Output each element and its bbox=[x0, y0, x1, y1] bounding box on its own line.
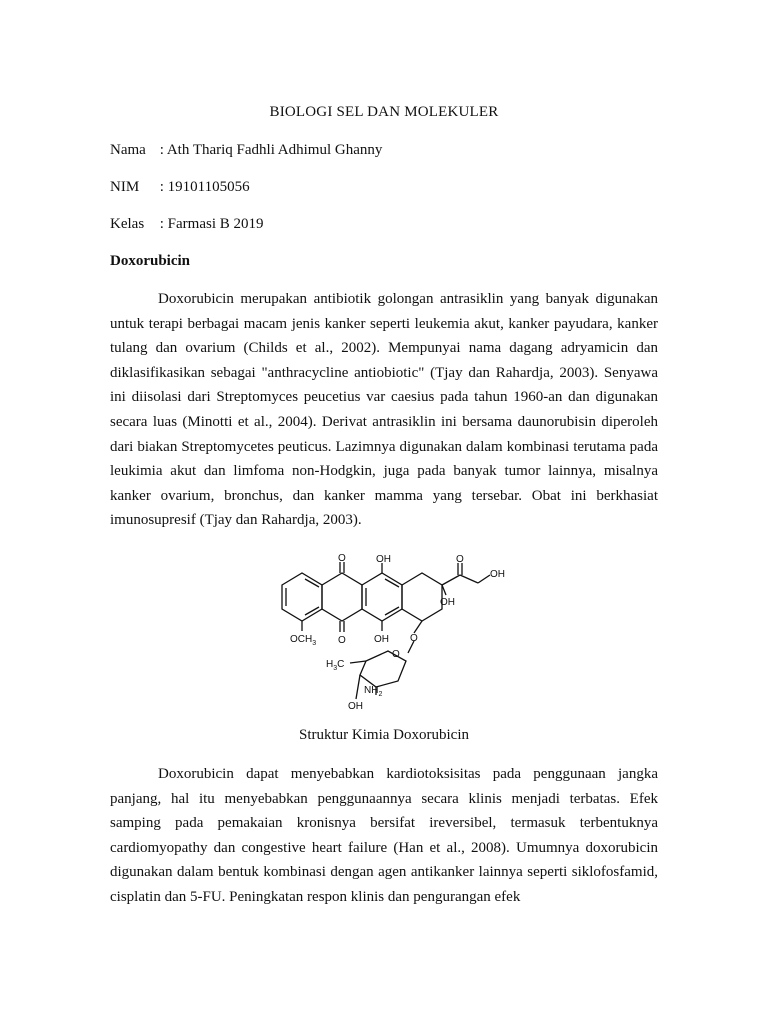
field-nama bbox=[110, 142, 382, 159]
sugar-hydroxyl-label: OH bbox=[348, 701, 363, 712]
field-label: Kelas bbox=[110, 216, 145, 232]
field-value: : Ath Thariq Fadhli Adhimul Ghanny bbox=[159, 142, 383, 158]
figure-caption: Struktur Kimia Doxorubicin bbox=[299, 727, 469, 743]
document-title: BIOLOGI SEL DAN MOLEKULER bbox=[269, 104, 499, 120]
section-heading: Doxorubicin bbox=[110, 253, 191, 269]
field-label: NIM bbox=[110, 179, 140, 195]
chain-hydroxyl-label: OH bbox=[490, 569, 505, 580]
bottom-oxygen-label: O bbox=[338, 635, 346, 646]
chemical-structure-drawing bbox=[268, 553, 508, 713]
ring-hydroxyl-label: OH bbox=[440, 597, 455, 608]
sugar-oxygen-label: O bbox=[392, 649, 400, 660]
paragraph-1-text: Doxorubicin merupakan antibiotik golongan antrasiklin yang banyak digunakan untuk terapi berbagai macam jenis kanker seperti leukemia akut, kanker payudara, kanker tulang dan ovarium (Childs et al., 2002). Mempunyai nama dagang adryamicin dan diklasifikasikan sebagai "anthracycline antiobiotic" (Tjay dan Rahardja, 2003). Senyawa ini diisolasi dari Streptomyces peucetius var caesius pada tahun 1960-an dan digunakan secara luas (Minotti et al., 2004). Derivat antrasiklin ini bersama daunorubisin diperoleh dari biakan Streptomycetes peuticus. Lazimnya digunakan dalam kombinasi terutama pada leukimia akut dan limfoma non-Hodgkin, juga pada banyak tumor lainnya, misalnya kanker ovarium, bronchus, dan kanker mamma yang tersebar. Obat ini berkhasiat imunosupresif (Tjay dan Rahardja, 2003). bbox=[110, 291, 658, 529]
hydroxyl-label: OH bbox=[376, 554, 391, 565]
methoxy-label: $OCH_3$ bbox=[290, 634, 317, 647]
paragraph-1 bbox=[110, 287, 658, 533]
methyl-label: $H_3C$ bbox=[326, 659, 345, 672]
oxygen-label: O bbox=[338, 553, 346, 564]
glycosidic-oxygen-label: O bbox=[410, 633, 418, 644]
ketone-oxygen-label: O bbox=[456, 554, 464, 565]
field-label: Nama bbox=[110, 142, 146, 158]
chemical-structure bbox=[268, 553, 508, 713]
field-value: : Farmasi B 2019 bbox=[159, 216, 264, 232]
amine-label: $NH_2$ bbox=[364, 685, 383, 698]
paragraph-2-text: Doxorubicin dapat menyebabkan kardiotoksisitas pada penggunaan jangka panjang, hal itu menyebabkan penggunaannya secara klinis menjadi terbatas. Efek samping pada pemakaian kronisnya bersifat ireversibel, termasuk terbentuknya cardiomyopathy dan congestive heart failure (Han et al., 2008). Umumnya doxorubicin digunakan dalam bentuk kombinasi dengan agen antikanker lainnya seperti siklofosfamid, cisplatin dan 5-FU. Peningkatan respon klinis dan pengurangan efek bbox=[110, 766, 658, 905]
field-kelas bbox=[110, 216, 264, 233]
bottom-hydroxyl-label: OH bbox=[374, 634, 389, 645]
field-value: : 19101105056 bbox=[159, 179, 250, 195]
field-nim bbox=[110, 179, 250, 196]
paragraph-2 bbox=[110, 762, 658, 910]
